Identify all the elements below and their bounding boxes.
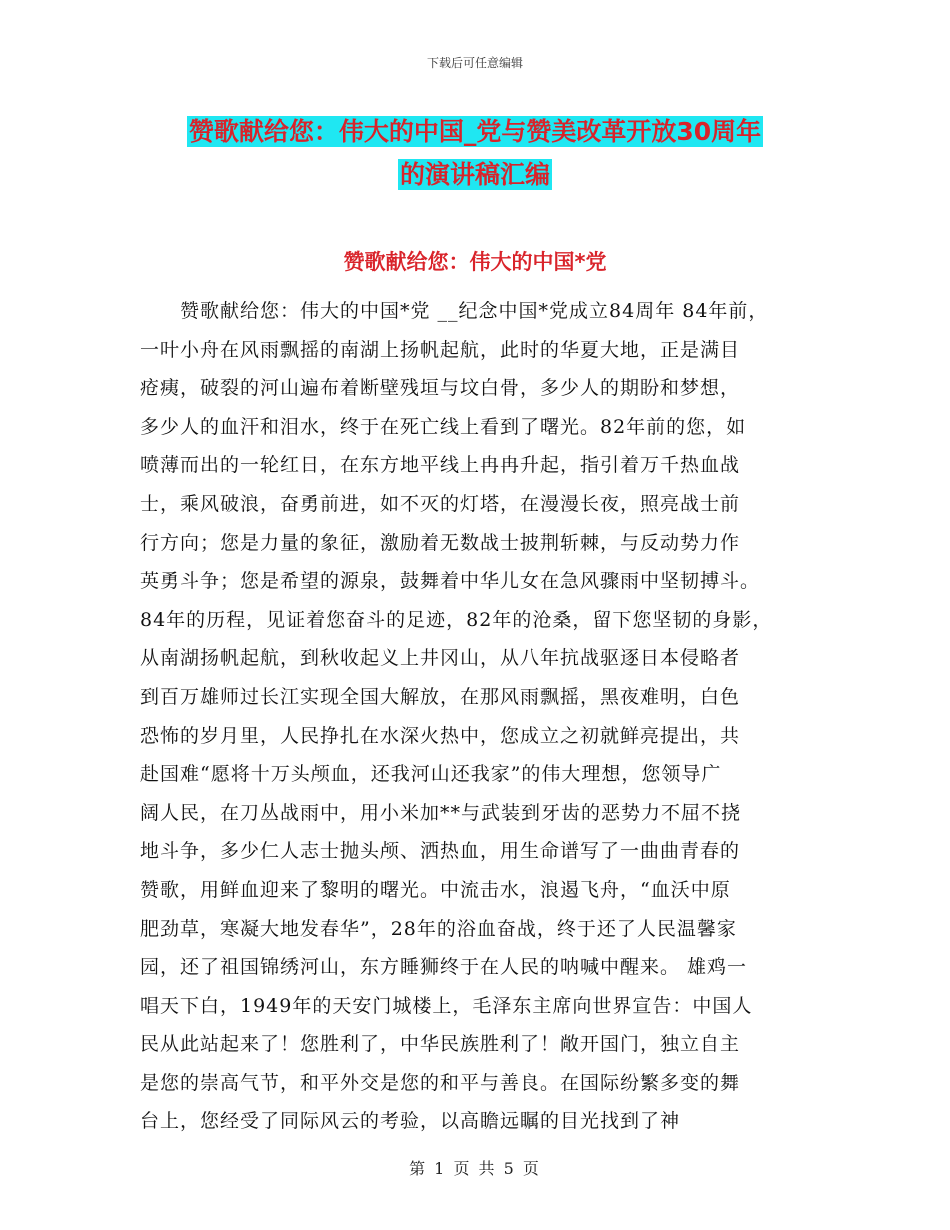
- body-line: 台上，您经受了同际风云的考验，以高瞻远瞩的目光找到了神: [140, 1110, 681, 1133]
- body-line: 疮痍，破裂的河山遍布着断壁残垣与坟白骨，多少人的期盼和梦想，: [140, 377, 741, 400]
- body-line: 从南湖扬帆起航，到秋收起义上井冈山，从八年抗战驱逐日本侵略者: [140, 647, 741, 670]
- body-line: 恐怖的岁月里，人民挣扎在水深火热中，您成立之初就鲜亮提出，共: [140, 724, 741, 747]
- body-line: 肥劲草，寒凝大地发春华”，28年的浴血奋战，终于还了人民温馨家: [140, 917, 737, 940]
- body-line: 赴国难“愿将十万头颅血，还我河山还我家”的伟大理想，您领导广: [140, 763, 722, 786]
- body-line: 到百万雄师过长江实现全国大解放，在那风雨飘摇，黑夜难明，白色: [140, 685, 741, 708]
- body-line: 园，还了祖国锦绣河山，东方睡狮终于在人民的呐喊中醒来。 雄鸡一: [140, 956, 748, 979]
- section-title: 赞歌献给您：伟大的中国*党: [343, 250, 607, 274]
- body-line: 行方向；您是力量的象征，激励着无数战士披荆斩棘，与反动势力作: [140, 531, 741, 554]
- document-title-line-1: [0, 113, 950, 151]
- body-line: 赞歌献给您：伟大的中国*党 __纪念中国*党成立84周年 84年前，: [140, 300, 769, 322]
- body-line: 民从此站起来了！您胜利了，中华民族胜利了！敞开国门，独立自主: [140, 1033, 741, 1056]
- body-line: 唱天下白，1949年的天安门城楼上，毛泽东主席向世界宣告：中国人: [140, 994, 753, 1017]
- title-highlight-1: 赞歌献给您：伟大的中国_党与赞美改革开放30周年: [188, 117, 762, 146]
- body-line: 84年的历程，见证着您奋斗的足迹，82年的沧桑，留下您坚韧的身影，: [140, 608, 773, 631]
- header-note: 下载后可任意编辑: [426, 56, 523, 70]
- title-highlight-2: 的演讲稿汇编: [399, 160, 550, 189]
- body-line: 士，乘风破浪，奋勇前进，如不灭的灯塔，在漫漫长夜，照亮战士前: [140, 492, 741, 515]
- body-line: 英勇斗争；您是希望的源泉，鼓舞着中华儿女在急风骤雨中坚韧搏斗。: [140, 570, 761, 593]
- body-line: 地斗争，多少仁人志士抛头颅、洒热血，用生命谱写了一曲曲青春的: [140, 840, 741, 863]
- body-line: 多少人的血汗和泪水，终于在死亡线上看到了曙光。82年前的您，如: [140, 415, 747, 438]
- body-line: 喷薄而出的一轮红日，在东方地平线上冉冉升起，指引着万千热血战: [140, 454, 741, 477]
- document-title-line-2: [0, 156, 950, 194]
- body-line: 一叶小舟在风雨飘摇的南湖上扬帆起航，此时的华夏大地，正是满目: [140, 338, 741, 361]
- body-line: 赞歌，用鲜血迎来了黎明的曙光。中流击水，浪遏飞舟，“血沃中原: [140, 878, 731, 901]
- page-footer: 第 1 页 共 5 页: [409, 1159, 541, 1178]
- body-line: 是您的崇高气节，和平外交是您的和平与善良。在国际纷繁多变的舞: [140, 1071, 741, 1094]
- body-line: 阔人民，在刀丛战雨中，用小米加**与武装到牙齿的恶势力不屈不挠: [140, 801, 742, 824]
- body-text: [140, 292, 840, 1141]
